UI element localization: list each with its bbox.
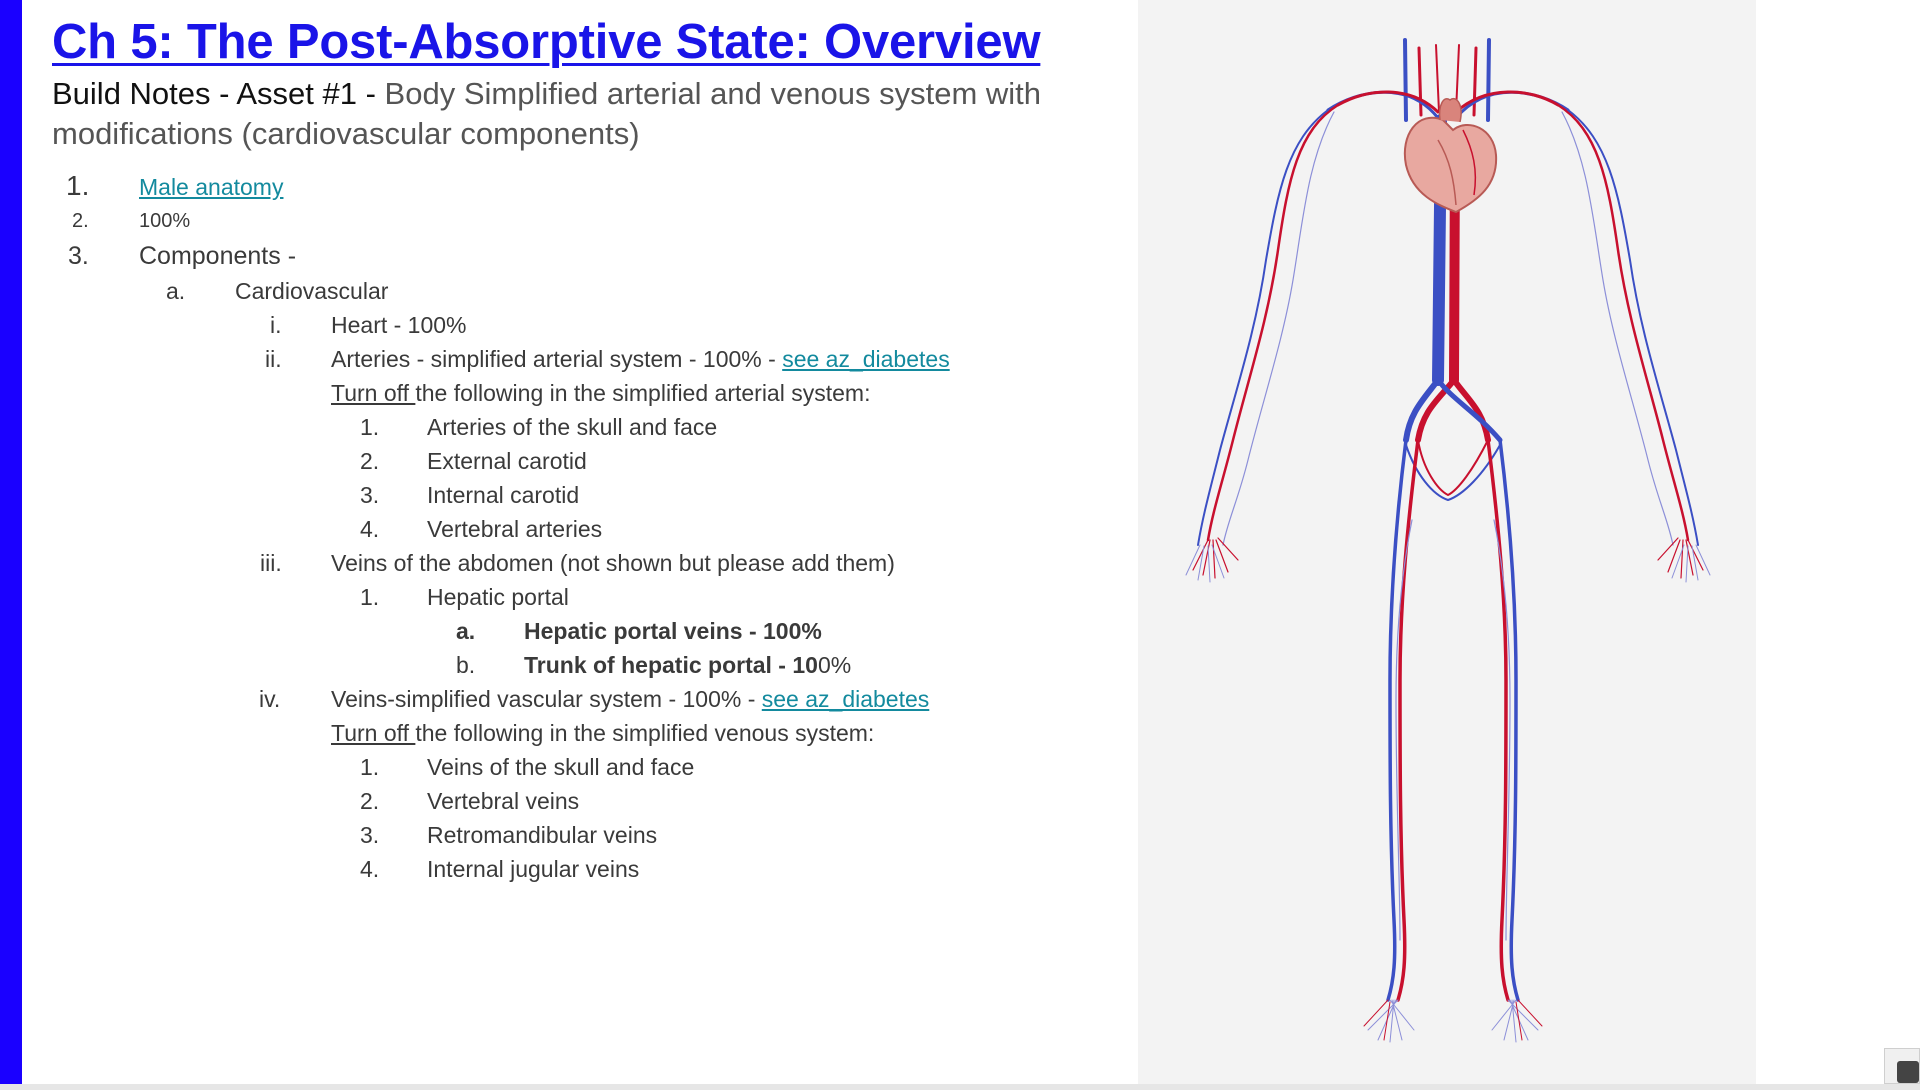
page-subtitle <box>52 74 1092 154</box>
anatomy-illustration <box>1138 0 1756 1084</box>
list-text: Vertebral arteries <box>427 516 603 542</box>
list-marker: 1. <box>66 170 90 201</box>
list-text: Heart - 100% <box>331 312 467 338</box>
expand-button[interactable] <box>1884 1048 1920 1084</box>
list-marker: 3. <box>68 242 89 270</box>
list-text: Arteries - simplified arterial system - 100% - <box>331 346 783 372</box>
list-text: External carotid <box>427 448 587 474</box>
list-marker: 4. <box>360 856 380 882</box>
list-marker: iii. <box>260 550 282 576</box>
list-text: 100% <box>139 210 191 232</box>
list-marker: 3. <box>360 822 380 848</box>
list-marker: 2. <box>360 788 380 814</box>
heart-shape <box>1405 99 1496 212</box>
list-note <box>331 720 874 747</box>
list-marker: 1. <box>360 414 380 440</box>
list-marker: iv. <box>259 686 281 712</box>
see-az-diabetes-link[interactable]: see az_diabetes <box>782 346 950 372</box>
list-text: Retromandibular veins <box>427 822 658 848</box>
list-text: Veins of the abdomen (not shown but please add them) <box>331 550 895 576</box>
expand-icon <box>1897 1061 1919 1083</box>
list-marker: a. <box>166 278 186 304</box>
page-title: Ch 5: The Post-Absorptive State: Overview <box>52 15 1041 69</box>
list-text: Components - <box>139 242 297 270</box>
list-text: the following in the simplified venous system: <box>415 720 875 746</box>
list-text: the following in the simplified arterial system: <box>415 380 871 406</box>
male-anatomy-link[interactable]: Male anatomy <box>139 174 284 200</box>
list-marker: b. <box>456 652 476 678</box>
turn-off-label: Turn off <box>331 720 416 746</box>
list-marker: 4. <box>360 516 380 542</box>
list-text: Veins of the skull and face <box>427 754 695 780</box>
list-text: Internal jugular veins <box>427 856 640 882</box>
list-text: Hepatic portal <box>427 584 569 610</box>
list-marker: 2. <box>360 448 380 474</box>
list-text: Hepatic portal veins - 100% <box>524 618 822 644</box>
left-accent-bar <box>0 0 22 1084</box>
list-marker: 3. <box>360 482 380 508</box>
list-marker: 1. <box>360 754 380 780</box>
subtitle-prefix: Build Notes - Asset #1 - <box>52 76 385 111</box>
list-text: Cardiovascular <box>235 278 389 304</box>
document-body <box>52 14 1092 882</box>
list-marker: ii. <box>265 346 282 372</box>
bottom-scroll-edge <box>0 1084 1920 1090</box>
list-text: 0% <box>817 652 852 678</box>
list-marker: a. <box>456 618 476 644</box>
turn-off-label: Turn off <box>331 380 416 406</box>
list-text: Internal carotid <box>427 482 580 508</box>
list-text: Trunk of hepatic portal - 10 <box>524 652 818 678</box>
list-marker: 2. <box>72 210 89 232</box>
subtitle-rest: Body Simplified arterial and venous system with modifications (cardiovascular components) <box>52 76 1042 151</box>
list-marker: i. <box>270 312 282 338</box>
cardiovascular-system-figure <box>1138 0 1756 1084</box>
list-marker: 1. <box>360 584 380 610</box>
list-text: Arteries of the skull and face <box>427 414 718 440</box>
list-text: Veins-simplified vascular system - 100% - <box>331 686 762 712</box>
see-az-diabetes-link[interactable]: see az_diabetes <box>761 686 930 712</box>
list-note <box>331 380 870 407</box>
list-text: Vertebral veins <box>427 788 580 814</box>
